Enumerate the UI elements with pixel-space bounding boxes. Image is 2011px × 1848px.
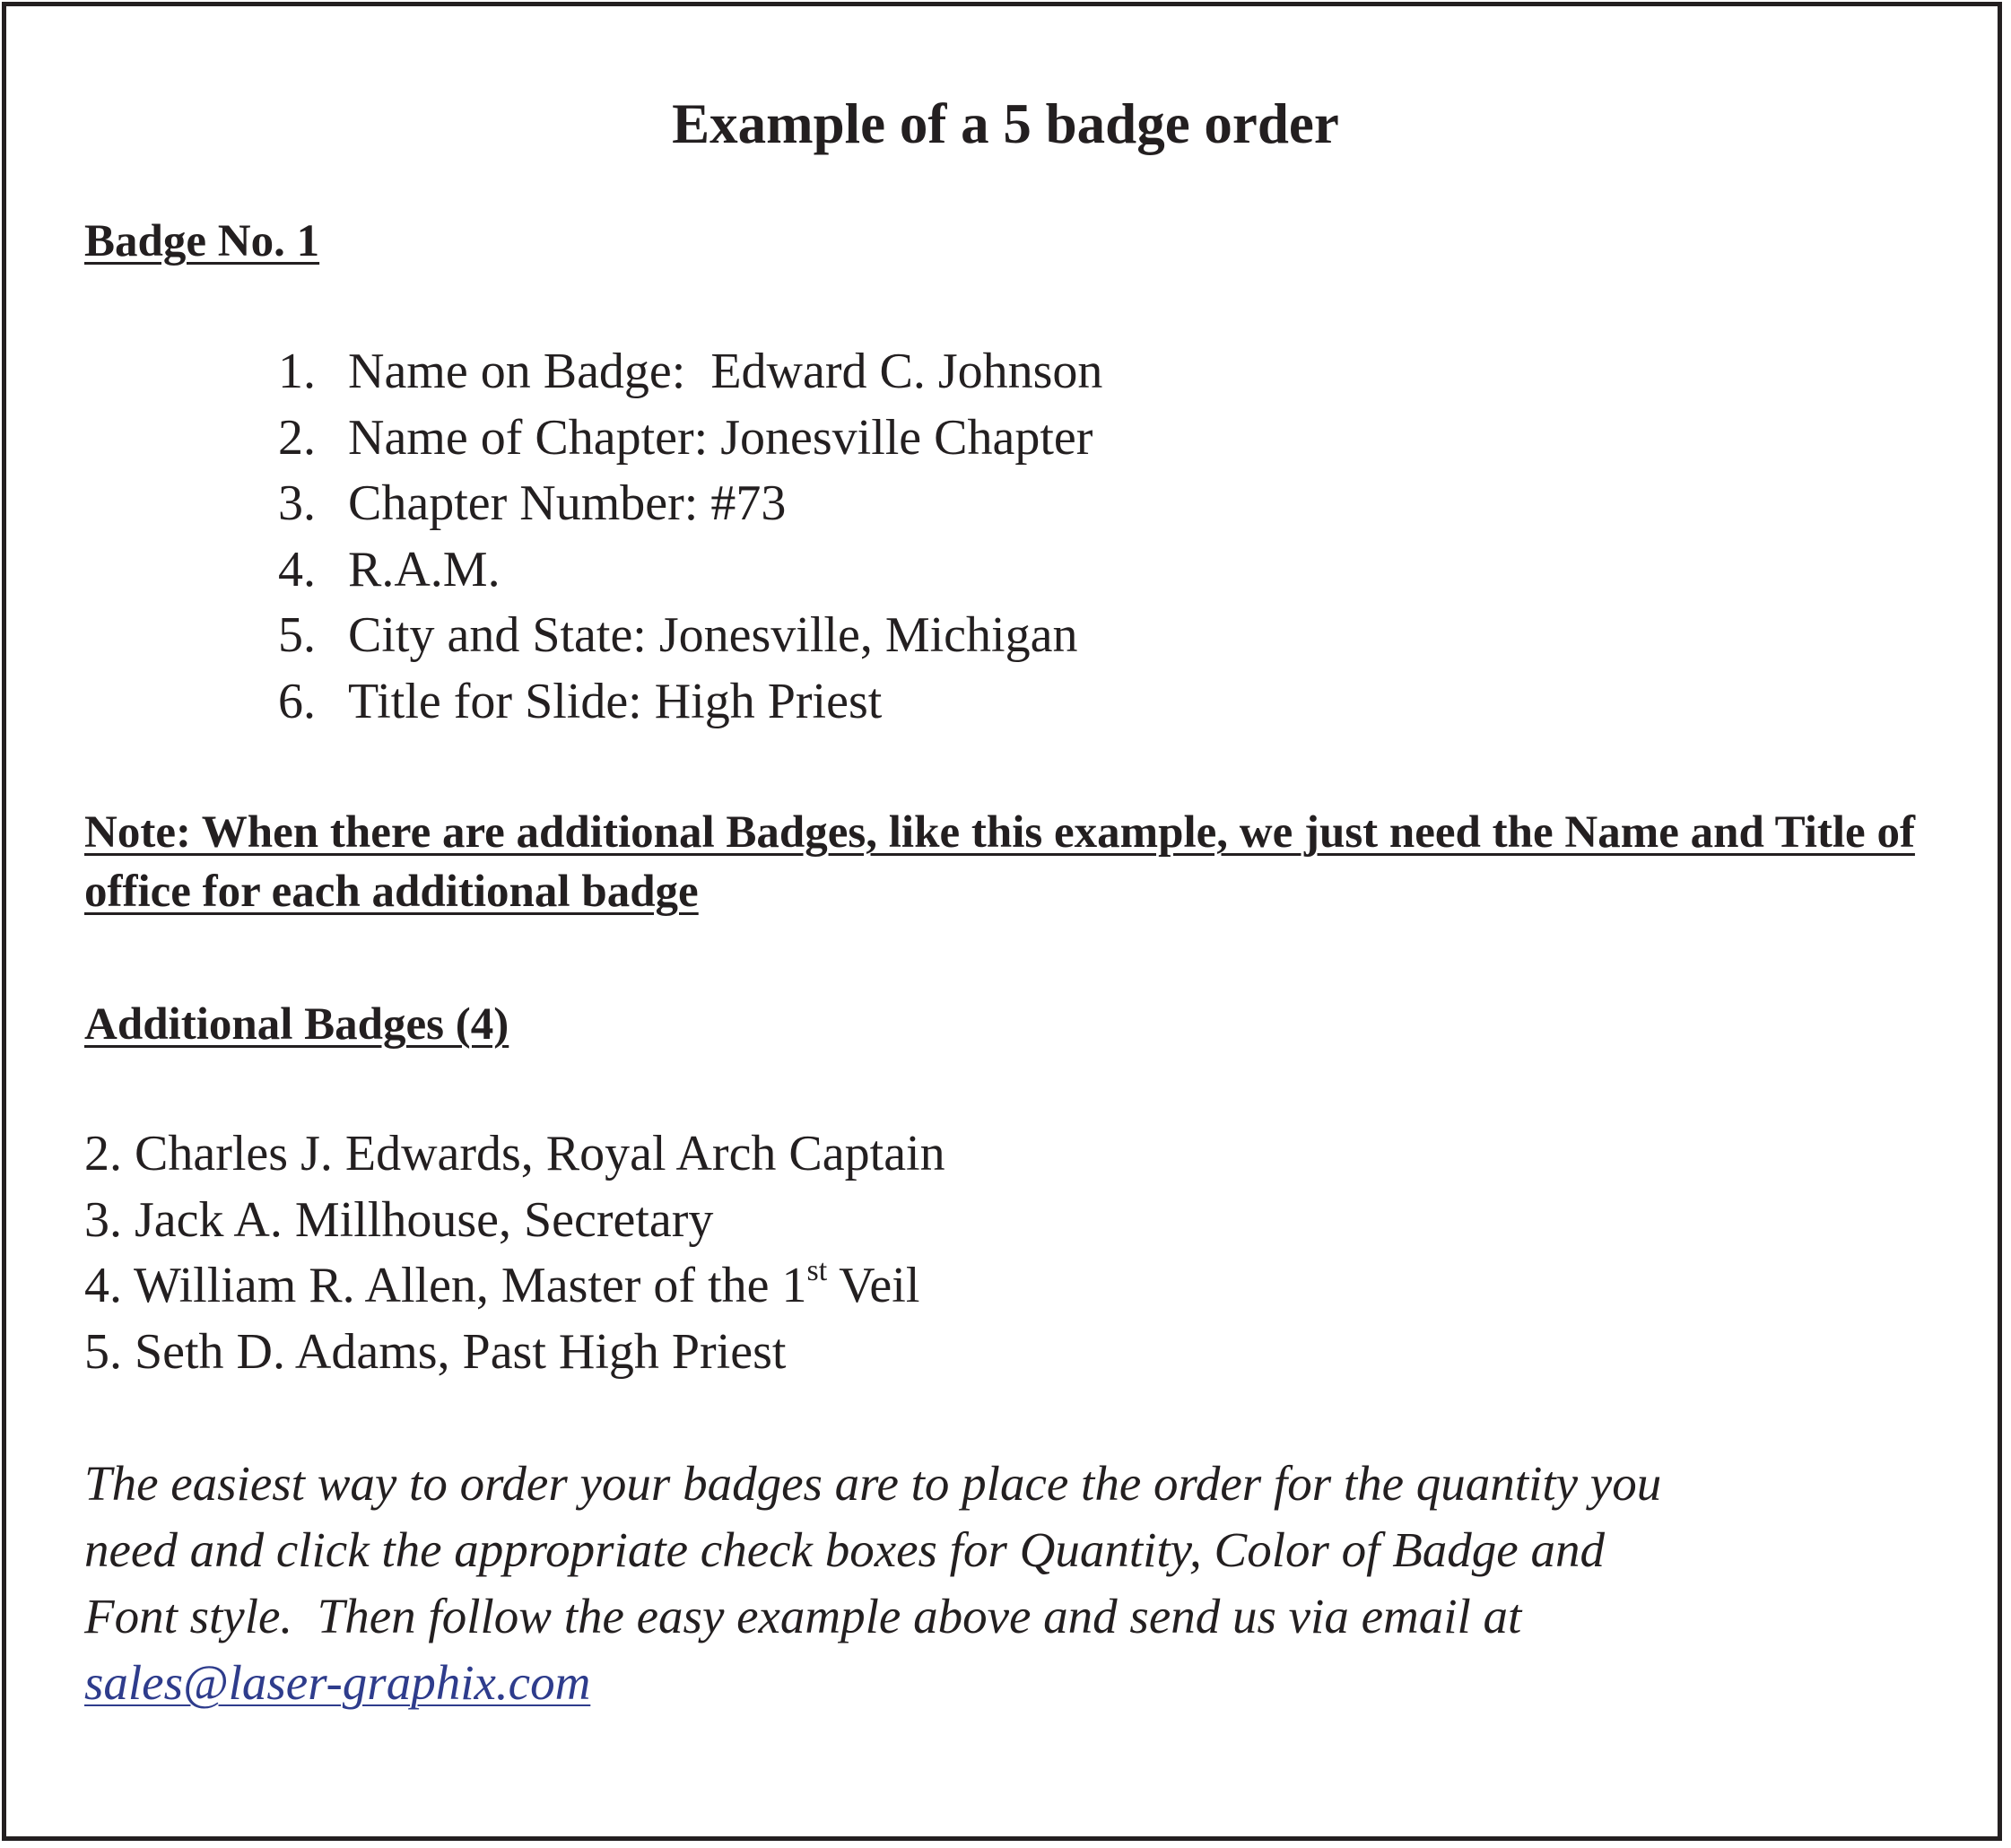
list-item-text: Name on Badge: Edward C. Johnson bbox=[348, 344, 1103, 399]
badge1-heading: Badge No. 1 bbox=[84, 216, 320, 266]
list-item: 3. Jack A. Millhouse, Secretary bbox=[84, 1191, 714, 1248]
list-item-number: 4. bbox=[278, 541, 316, 597]
list-item-text: Veil bbox=[827, 1258, 920, 1313]
list-item bbox=[278, 339, 1102, 405]
list-item: 2. Charles J. Edwards, Royal Arch Captain bbox=[84, 1126, 945, 1181]
list-item-number: 5. bbox=[278, 607, 316, 663]
list-item-text: City and State: Jonesville, Michigan bbox=[348, 607, 1078, 663]
note-text: Note: When there are additional Badges, like this example, we just need the Name and Title of office for each additional badge bbox=[84, 807, 1915, 917]
page-title: Example of a 5 badge order bbox=[672, 92, 1339, 155]
list-item-text: Name of Chapter: Jonesville Chapter bbox=[348, 409, 1093, 466]
list-item-number: 3. bbox=[278, 475, 316, 531]
list-item bbox=[84, 1253, 945, 1320]
list-item-number: 2. bbox=[278, 409, 316, 466]
ordinal-superscript: st bbox=[806, 1254, 828, 1288]
list-item-text: Title for Slide: High Priest bbox=[348, 673, 883, 729]
list-item bbox=[278, 471, 1102, 537]
closing-paragraph bbox=[84, 1451, 1977, 1716]
list-item-text: Chapter Number: #73 bbox=[348, 475, 787, 531]
additional-badges-heading: Additional Badges (4) bbox=[84, 999, 509, 1050]
list-item-text: R.A.M. bbox=[348, 541, 501, 597]
additional-badges-list bbox=[84, 1121, 945, 1385]
list-item bbox=[278, 405, 1102, 472]
closing-line: need and click the appropriate check boxes for Quantity, Color of Badge and bbox=[84, 1522, 1605, 1577]
list-item bbox=[278, 603, 1102, 669]
email-link[interactable]: sales@laser-graphix.com bbox=[84, 1655, 591, 1710]
closing-line: Font style. Then follow the easy example above and send us via email at bbox=[84, 1589, 1522, 1643]
list-item-text: 4. William R. Allen, Master of the 1 bbox=[84, 1258, 807, 1313]
badge1-details-list bbox=[278, 339, 1102, 735]
list-item bbox=[278, 669, 1102, 736]
closing-line: The easiest way to order your badges are to place the order for the quantity you bbox=[84, 1456, 1662, 1511]
list-item bbox=[278, 537, 1102, 604]
list-item-number: 1. bbox=[278, 344, 316, 399]
list-item-number: 6. bbox=[278, 673, 316, 729]
list-item: 5. Seth D. Adams, Past High Priest bbox=[84, 1323, 787, 1380]
